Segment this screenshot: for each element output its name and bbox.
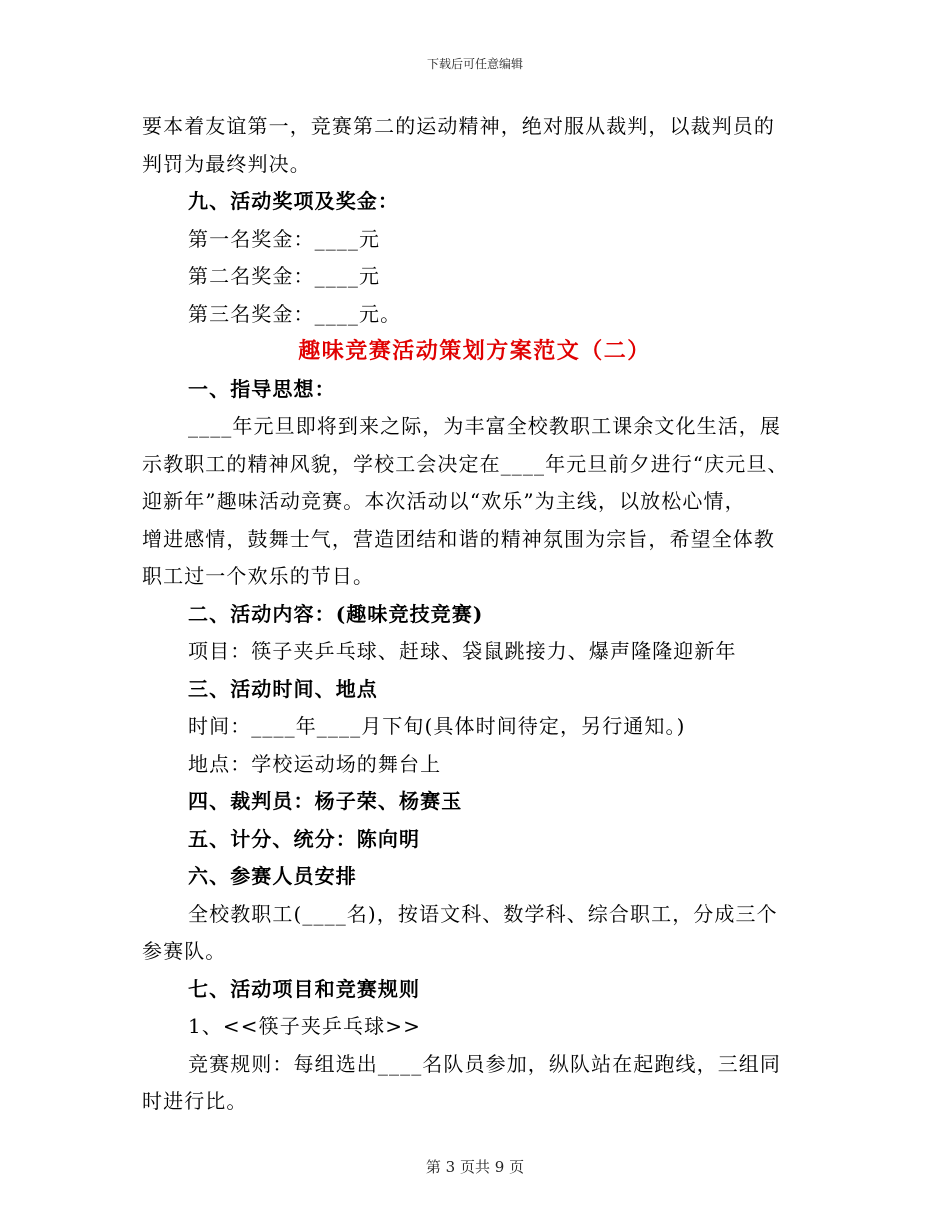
section-heading: 三、活动时间、地点 — [188, 676, 378, 701]
paragraph-line: 时间：____年____月下旬(具体时间待定，另行通知。) — [188, 714, 686, 738]
paragraph-line: 迎新年”趣味活动竞赛。本次活动以“欢乐”为主线，以放松心情， — [142, 489, 746, 513]
paragraph-line: 项目：筷子夹乒乓球、赶球、袋鼠跳接力、爆声隆隆迎新年 — [188, 639, 737, 663]
page-footer: 第 3 页共 9 页 — [425, 1158, 525, 1176]
paragraph-line: 要本着友谊第一，竞赛第二的运动精神，绝对服从裁判，以裁判员的 — [142, 114, 775, 138]
document-title: 趣味竞赛活动策划方案范文（二） — [298, 338, 651, 364]
header-note: 下载后可任意编辑 — [426, 57, 523, 71]
paragraph-line: 第一名奖金：____元 — [188, 226, 381, 251]
section-heading: 一、指导思想： — [188, 376, 336, 401]
paragraph-line: 增进感情，鼓舞士气，营造团结和谐的精神氛围为宗旨，希望全体教 — [142, 526, 775, 551]
paragraph-line: 第三名奖金：____元。 — [188, 301, 402, 326]
paragraph-line: 参赛队。 — [142, 939, 227, 963]
section-heading: 四、裁判员：杨子荣、杨赛玉 — [188, 789, 463, 813]
paragraph-line: ____年元旦即将到来之际，为丰富全校教职工课余文化生活，展 — [188, 414, 781, 438]
paragraph-line: 竞赛规则：每组选出____名队员参加，纵队站在起跑线，三组同 — [188, 1051, 781, 1076]
paragraph-line: 判罚为最终判决。 — [142, 151, 311, 176]
paragraph-line: 示教职工的精神风貌，学校工会决定在____年元旦前夕进行“庆元旦、 — [142, 451, 789, 476]
paragraph-line: 地点：学校运动场的舞台上 — [188, 751, 442, 776]
paragraph-line: 时进行比。 — [142, 1089, 248, 1113]
section-heading: 九、活动奖项及奖金： — [188, 189, 399, 213]
paragraph-line: 1、<<筷子夹乒乓球>> — [188, 1014, 421, 1038]
section-heading: 七、活动项目和竞赛规则 — [188, 976, 421, 1001]
paragraph-line: 职工过一个欢乐的节日。 — [142, 564, 375, 588]
paragraph-line: 第二名奖金：____元 — [188, 264, 381, 288]
section-heading: 二、活动内容：(趣味竞技竞赛) — [188, 601, 484, 626]
paragraph-line: 全校教职工(____名)，按语文科、数学科、综合职工，分成三个 — [188, 901, 778, 926]
section-heading: 五、计分、统分：陈向明 — [188, 826, 421, 851]
document-body — [142, 108, 807, 1121]
section-heading: 六、参赛人员安排 — [188, 864, 357, 888]
